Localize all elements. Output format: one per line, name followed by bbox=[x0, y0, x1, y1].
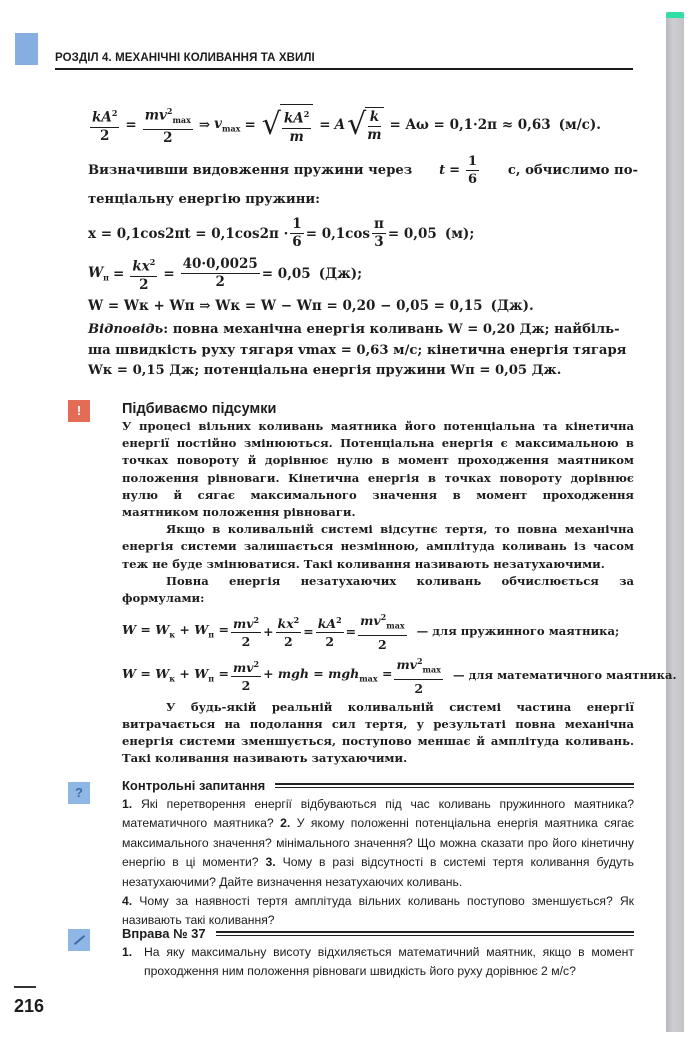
exclamation-icon: ! bbox=[68, 400, 90, 422]
equation-kinetic-energy: W = Wк + Wп ⇒ Wк = W − Wп = 0,20 − 0,05 = 0,15 (Дж). bbox=[88, 298, 534, 314]
question-icon: ? bbox=[68, 782, 90, 804]
section-divider bbox=[275, 783, 634, 788]
solution-paragraph: Визначивши видовження пружини через t = $\frac{1}{6}$ с, обчислимо по- тенціальну енергію пружини: bbox=[88, 154, 638, 207]
question-4: Чому за наявності тертя амплітуда вільних коливань поступово зменшується? Як називають такі коливання? bbox=[122, 894, 634, 928]
answer-label: Відповідь bbox=[88, 322, 164, 337]
questions-title: Контрольні запитання bbox=[122, 778, 266, 793]
vmax-result: = Aω = 0,1·2π ≈ 0,63 bbox=[389, 117, 551, 134]
formula-spring-pendulum: $W = W_к + W_п$ = $\frac{mv^2}{2}$ + $\frac{kx^2}{2}$ = $\frac{kA^2}{2}$ = $\frac{mv^2_{max}}{2}$ — для пружинного маятника; bbox=[122, 609, 634, 653]
equation-vmax: $\frac{kA^2}{2}$ = $\frac{mv^2_{max}}{2}$ ⇒ $v_{max}$ = √ $\frac{kA^2}{m}$ = A √ $\frac{k}{m}$ = Aω = 0,1·2π ≈ 0,63 (м/с). bbox=[88, 103, 638, 147]
formula-math-pendulum: $W = W_к + W_п$ = $\frac{mv^2}{2}$ + mgh = mgh$_{max}$ = $\frac{mv^2_{max}}{2}$ — для математичного маятника. bbox=[122, 653, 634, 697]
summary-paragraph: У будь-якій реальній коливальній системі частина енергії витрачається на подолання сил тертя, у результаті повна механічна енергія системи зменшується, поступово меншає й амплітуда коливань. Такі коливання називають затухаючими. bbox=[122, 699, 634, 766]
exercise-section bbox=[122, 926, 634, 982]
question-2: У якому положенні потенціальна енергія маятника сягає максимального значення? мінімального значення? Що можна сказати про його кінетичну енергію в ці моменти? bbox=[122, 816, 635, 870]
page-edge-scrollbar bbox=[666, 12, 684, 1032]
page-number: 216 bbox=[14, 996, 45, 1016]
page-number-rule bbox=[14, 986, 36, 988]
equation-displacement: x = 0,1cos2πt = 0,1cos2π · $\frac{1}{6}$ = 0,1cos $\frac{\pi}{3}$ = 0,05 (м); bbox=[88, 216, 475, 250]
summary-title: Підбиваємо підсумки bbox=[122, 401, 277, 417]
summary-paragraph: Якщо в коливальній системі відсутнє тертя, то повна механічна енергія системи залишається незмінною, амплітуда коливань із часом теж не буде змінюватися. Такі коливання називають незатухаючими. bbox=[122, 522, 634, 571]
questions-section bbox=[122, 778, 634, 931]
chapter-tab-marker bbox=[15, 33, 38, 65]
page-edge-cap bbox=[666, 12, 684, 18]
answer-block: Відповідь: повна механічна енергія коливань W = 0,20 Дж; найбіль- ша швидкість руху тягаря vmax = 0,63 м/с; кінетична енергія тягаря Wк = 0,15 Дж; потенціальна енергія пружини Wп = 0,05 Дж. bbox=[88, 322, 627, 378]
pencil-icon bbox=[68, 929, 90, 951]
summary-paragraph: Повна енергія незатухаючих коливань обчислюється за формулами: bbox=[122, 573, 634, 606]
exercise-item: 1. На яку максимальну висоту відхиляється математичний маятник, якщо в момент проходження ним положення рівноваги швидкість його руху дорівнює 2 м/с? bbox=[122, 943, 634, 982]
equation-potential-energy: $W_п$ = $\frac{kx^2}{2}$ = $\frac{40\cdot 0,0025}{2}$ = 0,05 (Дж); bbox=[88, 254, 638, 294]
exercise-item-1: На яку максимальну висоту відхиляється математичний маятник, якщо в момент проходження ним положення рівноваги швидкість його руху дорівнює 2 м/с? bbox=[144, 945, 634, 979]
questions-list: 1. Які перетворення енергії відбуваються під час коливань пружинного маятника? математичного маятника? 2. У якому положенні потенціальна енергія маятника сягає максимального значення? мінімального значення? Що можна сказати про його кінетичну енергію в ці моменти? 3. Чому в разі відсутності в системі тертя коливання будуть незатухаючими? Дайте визначення незатухаючих коливань. 4. Чому за наявності тертя амплітуда вільних коливань поступово зменшується? Як називають такі коливання? bbox=[122, 797, 635, 928]
summary-section bbox=[122, 400, 677, 767]
question-3: Чому в разі відсутності в системі тертя коливання будуть незатухаючими? Дайте визначення незатухаючих коливань. bbox=[122, 855, 634, 889]
page-header bbox=[55, 46, 633, 70]
summary-paragraph: У процесі вільних коливань маятника його потенціальна та кінетична енергії постійно змінюються. Потенціальна енергія є максимальною в точках повороту й дорівнює нулю в момент проходження маятником положення рівноваги. Кінетична енергія в точках повороту дорівнює нулю й сягає максимального значення в момент проходження маятником положення рівноваги. bbox=[122, 419, 634, 520]
question-1: Які перетворення енергії відбуваються під час коливань пружинного маятника? математичного маятника? bbox=[122, 797, 634, 831]
chapter-title: РОЗДІЛ 4. МЕХАНІЧНІ КОЛИВАННЯ ТА ХВИЛІ bbox=[55, 52, 315, 64]
exercise-title: Вправа № 37 bbox=[122, 926, 206, 941]
section-divider bbox=[216, 931, 634, 936]
